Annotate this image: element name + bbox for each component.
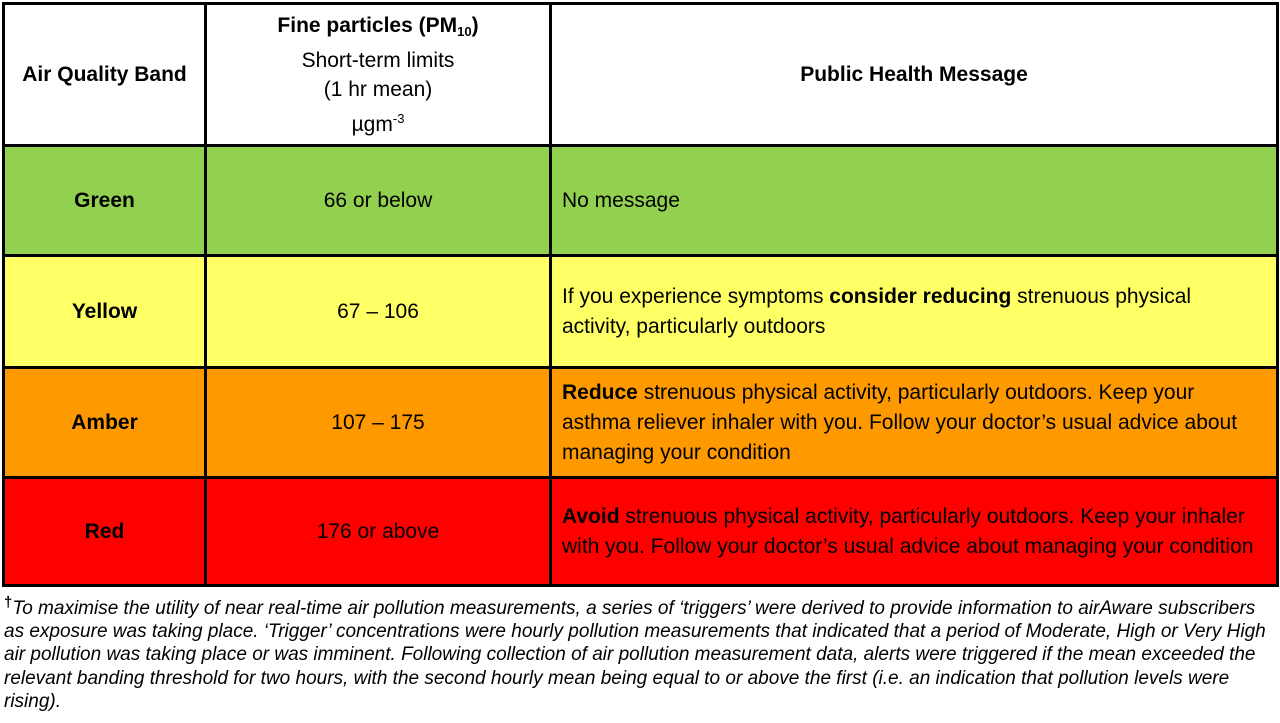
air-quality-band-table: [2, 2, 1279, 587]
band-limit: 176 or above: [206, 478, 551, 586]
band-message: No message: [551, 146, 1278, 256]
band-message: [551, 478, 1278, 586]
pm-title-prefix: Fine particles (PM: [277, 13, 458, 37]
band-name: Green: [4, 146, 206, 256]
message-prefix: If you experience symptoms: [562, 284, 830, 308]
pm-unit: [217, 104, 539, 139]
band-name: Yellow: [4, 256, 206, 368]
pm-title-suffix: ): [471, 13, 479, 37]
message-text: strenuous physical activity, particularly outdoors. Keep your inhaler with you. Follow your doctor’s usual advice about managing your condition: [562, 504, 1254, 558]
pm-unit-base: µgm: [351, 112, 393, 136]
band-row-red: [4, 478, 1278, 586]
pm-short-term-limits: Short-term limits: [301, 48, 455, 72]
footnote: [4, 591, 1274, 713]
band-row-amber: [4, 368, 1278, 478]
table-header-row: [4, 4, 1278, 146]
band-row-yellow: [4, 256, 1278, 368]
pm-subscript: 10: [457, 23, 472, 39]
header-public-health-message: Public Health Message: [551, 4, 1278, 146]
pm-title: [217, 11, 539, 46]
band-limit: 67 – 106: [206, 256, 551, 368]
band-name: Red: [4, 478, 206, 586]
footnote-text: To maximise the utility of near real-time air pollution measurements, a series of ‘triggers’ were derived to provide information to airAware subscribers as exposure was taking place. ‘Trigger’ concentrations were hourly pollution measurements that indicated that a period of Moderate, High or Very High air pollution was taking place or was imminent. Following collection of air pollution measurement data, alerts were triggered if the mean exceeded the relevant banding threshold for two hours, with the second hourly mean being equal to or above the first (i.e. an indication that pollution levels were rising).: [4, 598, 1266, 712]
header-air-quality-band: Air Quality Band: [4, 4, 206, 146]
band-message: [551, 256, 1278, 368]
band-limit: 66 or below: [206, 146, 551, 256]
band-name: Amber: [4, 368, 206, 478]
pm-mean-period: (1 hr mean): [323, 77, 433, 101]
message-emphasis: Avoid: [562, 504, 620, 528]
pm-unit-exponent: -3: [392, 110, 405, 126]
header-fine-particles: [206, 4, 551, 146]
message-text: strenuous physical activity, particularly outdoors. Keep your asthma reliever inhaler with you. Follow your doctor’s usual advice about managing your condition: [562, 380, 1238, 464]
band-limit: 107 – 175: [206, 368, 551, 478]
message-text: strenuous physical activity, particularly outdoors: [562, 284, 1192, 338]
footnote-marker: †: [4, 594, 13, 611]
band-message: [551, 368, 1278, 478]
message-emphasis: Reduce: [562, 380, 638, 404]
band-row-green: [4, 146, 1278, 256]
message-emphasis: consider reducing: [829, 284, 1012, 308]
